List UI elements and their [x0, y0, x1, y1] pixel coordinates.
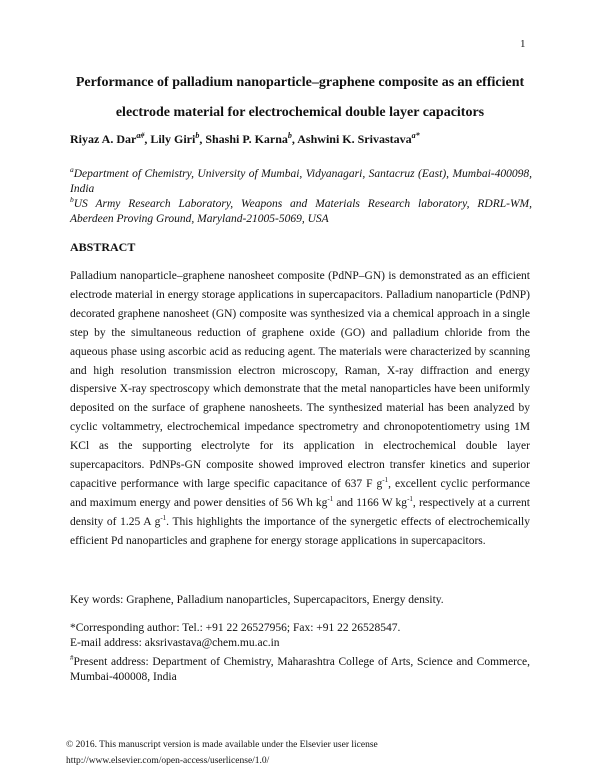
unit-exponent: -1	[407, 495, 413, 504]
author-affiliation-mark: b	[195, 131, 200, 140]
unit-exponent: -1	[327, 495, 334, 504]
title-line-2: electrode material for electrochemical double layer capacitors	[115, 105, 485, 120]
author-affiliation-mark: a*	[411, 131, 420, 140]
affiliation-mark: b	[70, 195, 74, 204]
abstract-text: , excellent cyclic performance and maximum energy and power densities of 56 Wh kg	[70, 477, 530, 509]
abstract-text: and 1166 W kg	[333, 496, 408, 509]
unit-exponent: -1	[382, 476, 389, 485]
author-affiliation-mark: b	[287, 131, 292, 140]
affiliation-b	[70, 192, 532, 228]
author-name: Ashwini K. Srivastava	[297, 132, 412, 146]
abstract-text: , respectively at a current density of 1.25 A g	[70, 496, 530, 528]
present-address-mark: #	[70, 654, 74, 662]
keywords: Key words: Graphene, Palladium nanoparticles, Supercapacitors, Energy density.	[70, 594, 444, 606]
author-name: Shashi P. Karna	[205, 132, 288, 146]
abstract-text: Palladium nanoparticle–graphene nanosheet composite (PdNP–GN) is demonstrated as an efficient electrode material in energy storage applications in supercapacitors. Palladium nanoparticle (PdNP) decorated graphene nanosheet (GN) composite was synthesized via a chemical approach in a single step by the simultaneous reduction of graphene oxide (GO) and palladium chloride from the aqueous phase using ascorbic acid as reducing agent. The materials were characterized by scanning and high resolution transmission electron microscopy, Raman, X-ray diffraction and energy dispersive X-ray spectroscopy which demonstrate that the metal nanoparticles have been uniformly deposited on the surface of graphene nanosheets. The synthesized material has been analyzed by cyclic voltammetry, electrochemical impedance spectrometry and chronopotentiometry using 1M KCl as the supporting electrolyte for its application in electrochemical double layer supercapacitors. PdNPs-GN composite showed improved electron transfer kinetics and superior capacitive performance with large specific capacitance of 637 F g	[70, 270, 530, 490]
paper-title	[55, 68, 545, 128]
abstract-heading: ABSTRACT	[70, 240, 136, 254]
affiliation-mark: a	[70, 165, 74, 174]
author-name: Riyaz A. Dar	[70, 132, 137, 146]
license-notice: © 2016. This manuscript version is made available under the Elsevier user license	[66, 740, 378, 750]
affiliation-text: US Army Research Laboratory, Weapons and Materials Research laboratory, RDRL-WM, Aberdeen Proving Ground, Maryland-21005-5069, USA	[70, 197, 532, 226]
author-list: Riyaz A. Dar$^{a\#}$, Lily Giri$^b$, Shashi P. Karna$^b$, Ashwini K. Srivastava$^{a*}$	[70, 131, 420, 146]
license-url[interactable]: http://www.elsevier.com/open-access/userlicense/1.0/	[66, 756, 270, 766]
author-name: Lily Giri	[150, 132, 196, 146]
author-affiliation-mark: a#	[136, 131, 145, 140]
abstract-text: . This highlights the importance of the synergetic effects of electrochemically efficient Pd nanoparticles and graphene for energy storage applications in supercapacitors.	[70, 515, 530, 547]
email-address: E-mail address: aksrivastava@chem.mu.ac.in	[70, 637, 280, 649]
correspondence-block	[70, 621, 530, 685]
corresponding-author: *Corresponding author: Tel.: +91 22 26527956; Fax: +91 22 26528547.	[70, 622, 401, 634]
present-address-text: Present address: Department of Chemistry, Maharashtra College of Arts, Science and Commerce, Mumbai-400008, India	[70, 655, 530, 683]
license-footer	[66, 737, 378, 769]
affiliation-text: Department of Chemistry, University of Mumbai, Vidyanagari, Santacruz (East), Mumbai-400098, India	[70, 167, 532, 196]
title-line-1: Performance of palladium nanoparticle–graphene composite as an efficient	[75, 75, 525, 90]
present-address	[70, 651, 530, 685]
unit-exponent: -1	[160, 513, 167, 522]
abstract-body	[70, 267, 530, 551]
page-number: 1	[520, 38, 526, 50]
